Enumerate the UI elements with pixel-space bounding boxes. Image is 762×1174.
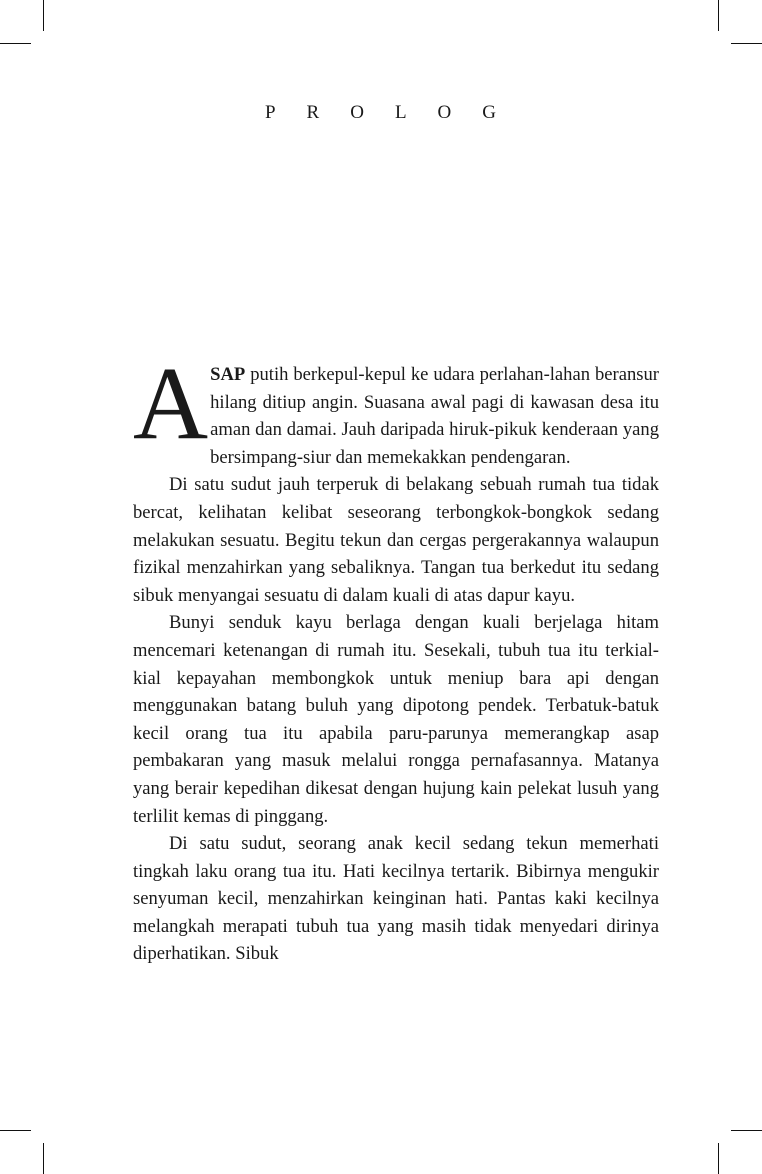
- crop-mark-bottom-right-vertical: [718, 1143, 719, 1174]
- crop-mark-bottom-left-vertical: [43, 1143, 44, 1174]
- body-text: [133, 346, 659, 968]
- crop-mark-bottom-right-horizontal: [731, 1130, 762, 1131]
- drop-cap: A: [133, 346, 209, 461]
- paragraph-3: Bunyi senduk kayu berlaga dengan kuali berjelaga hitam mencemari ketenangan di rumah itu. Sesekali, tubuh tua itu terkial-kial kepayahan membongkok untuk meniup bara api dengan menggunakan batang buluh yang dipotong pendek. Terbatuk-batuk kecil orang tua itu apabila paru-parunya memerangkap asap pembakaran yang masuk melalui rongga pernafasannya. Matanya yang berair kepedihan dikesat dengan hujung kain pelekat lusuh yang terlilit kemas di pinggang.: [133, 612, 659, 827]
- crop-mark-top-right-horizontal: [731, 43, 762, 44]
- paragraph-1: [133, 346, 659, 471]
- crop-mark-bottom-left-horizontal: [0, 1130, 31, 1131]
- paragraph-4: Di satu sudut, seorang anak kecil sedang tekun memerhati tingkah laku orang tua itu. Hati kecilnya tertarik. Bibirnya mengukir senyuman kecil, menzahirkan keinginan hati. Pantas kaki kecilnya melangkah merapati tubuh tua yang masih tidak menyedari dirinya diperhatikan. Sibuk: [133, 833, 659, 965]
- paragraph-1-text: putih berkepul-kepul ke udara perlahan-lahan beransur hilang ditiup angin. Suasana awal pagi di kawasan desa itu aman dan damai. Jauh daripada hiruk-pikuk kenderaan yang bersimpang-siur dan memekakkan pendengaran.: [210, 364, 659, 468]
- paragraph-2: Di satu sudut jauh terperuk di belakang sebuah rumah tua tidak bercat, kelihatan kelibat seseorang terbongkok-bongkok sedang melakukan sesuatu. Begitu tekun dan cergas pergerakannya walaupun fizikal menzahirkan yang sebaliknya. Tangan tua berkedut itu sedang sibuk menyangai sesuatu di dalam kuali di atas dapur kayu.: [133, 474, 659, 606]
- crop-mark-top-right-vertical: [718, 0, 719, 31]
- lead-word: SAP: [210, 364, 246, 385]
- chapter-heading: PROLOG: [264, 102, 527, 123]
- crop-mark-top-left-horizontal: [0, 43, 31, 44]
- crop-mark-top-left-vertical: [43, 0, 44, 31]
